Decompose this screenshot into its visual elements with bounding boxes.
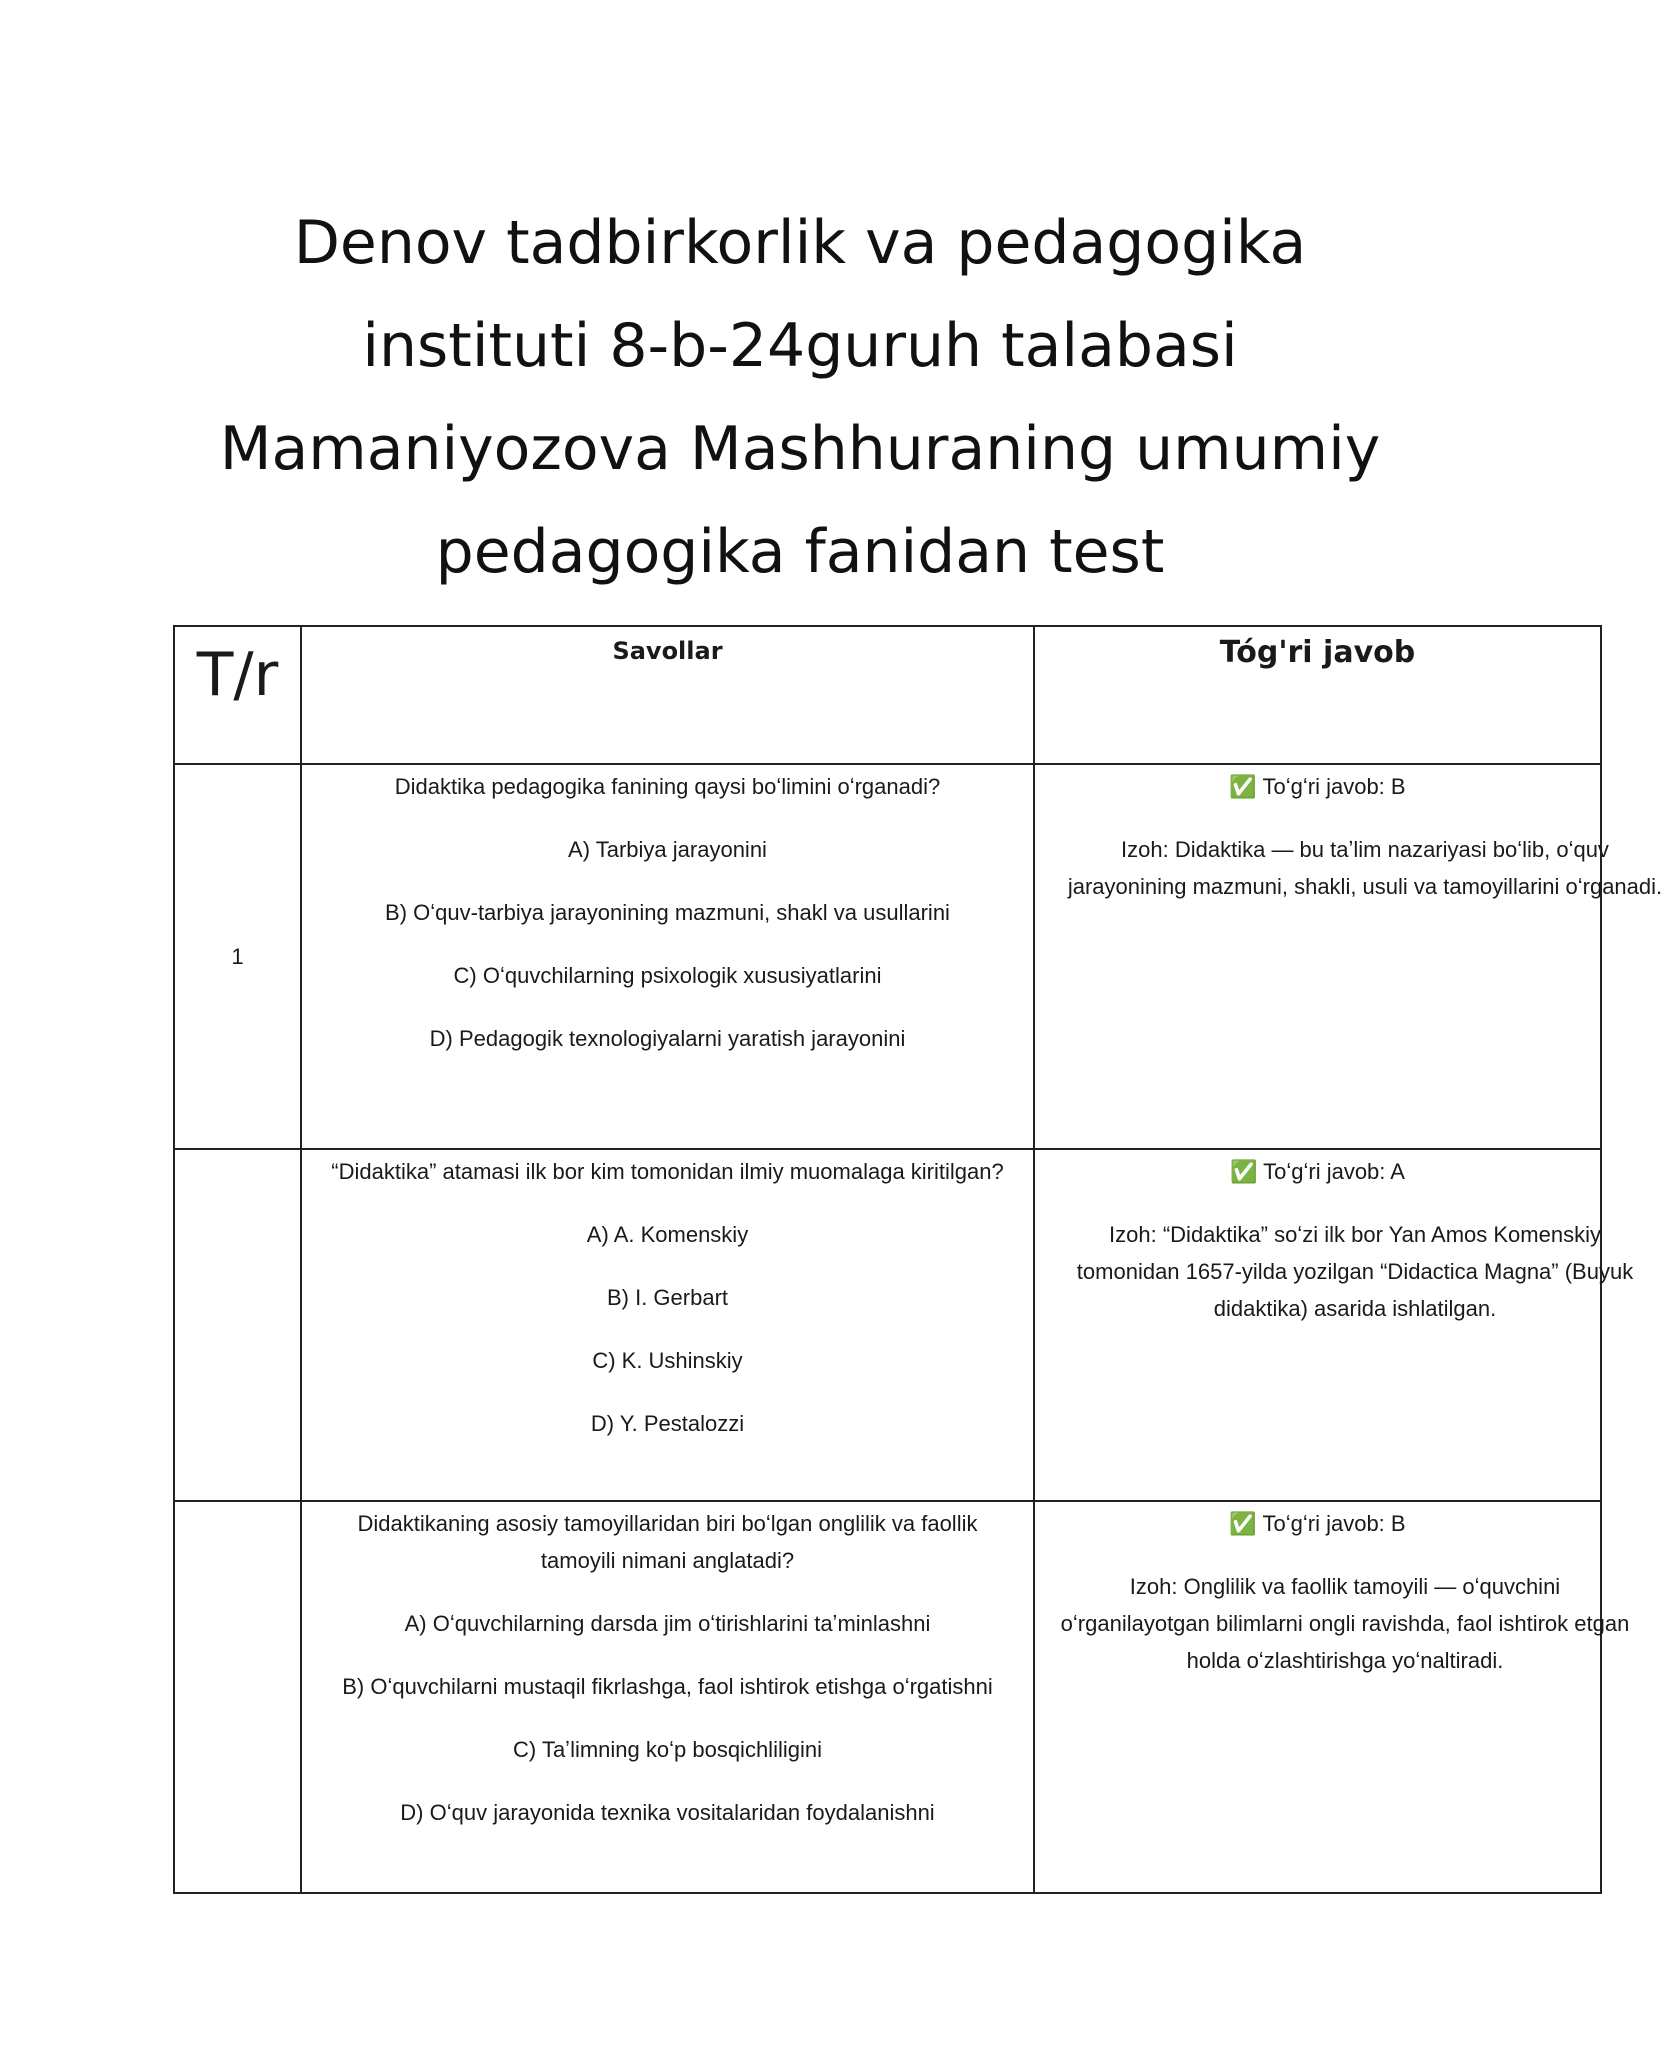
correct-answer-label: ✅ Toʻgʻri javob: A: [1230, 1159, 1405, 1184]
header-number: T/r: [174, 626, 301, 764]
option-c: C) Taʼlimning koʻp bosqichliligini: [513, 1737, 822, 1762]
question-cell: [301, 1149, 1034, 1501]
table-row: [174, 1149, 1601, 1501]
correct-answer-label: ✅ Toʻgʻri javob: B: [1229, 774, 1406, 799]
row-number: [174, 1149, 301, 1501]
option-a: A) A. Komenskiy: [586, 1222, 749, 1247]
title-line-4: pedagogika fanidan test: [435, 517, 1165, 587]
option-b: B) Oʻquvchilarni mustaqil fikrlashga, faol ishtirok etishga oʻrgatishni: [342, 1674, 993, 1699]
option-c: C) Oʻquvchilarning psixologik xususiyatlarini: [453, 963, 882, 988]
table-row: [174, 1501, 1601, 1893]
option-b: B) Oʻquv-tarbiya jarayonining mazmuni, shakl va usullarini: [385, 900, 950, 925]
document-title: [150, 192, 1450, 604]
option-d: D) Oʻquv jarayonida texnika vositalaridan foydalanishni: [400, 1800, 935, 1825]
option-a: A) Tarbiya jarayonini: [568, 837, 767, 862]
table-header-row: [174, 626, 1601, 764]
option-d: D) Y. Pestalozzi: [590, 1411, 745, 1436]
answer-explanation-text: Izoh: Didaktika — bu taʼlim nazariyasi boʻlib, oʻquv jarayonining mazmuni, shakli, usuli va tamoyillarini oʻrganadi.: [1067, 837, 1663, 899]
question-cell: [301, 1501, 1034, 1893]
question-cell: [301, 764, 1034, 1149]
answer-cell: [1034, 1149, 1634, 1501]
row-number: 1: [174, 764, 301, 1149]
question-text: “Didaktika” atamasi ilk bor kim tomonidan ilmiy muomalaga kiritilgan?: [331, 1159, 1004, 1184]
header-questions: Savollar: [301, 626, 1034, 764]
option-d: D) Pedagogik texnologiyalarni yaratish jarayonini: [429, 1026, 906, 1051]
header-answer: Tóg'ri javob: [1034, 626, 1601, 764]
answer-explanation-text: Izoh: Onglilik va faollik tamoyili — oʻquvchini oʻrganilayotgan bilimlarni ongli ravishda, faol ishtirok etgan holda oʻzlashtirishga yoʻnaltiradi.: [1060, 1574, 1630, 1673]
answer-explanation-text: Izoh: “Didaktika” soʻzi ilk bor Yan Amos Komenskiy tomonidan 1657-yilda yozilgan “Didactica Magna” (Buyuk didaktika) asarida ishlatilgan.: [1076, 1222, 1634, 1321]
answer-explanation: [1035, 1568, 1635, 1679]
option-c: C) K. Ushinskiy: [592, 1348, 743, 1373]
test-table: [173, 625, 1663, 1894]
row-number: [174, 1501, 301, 1893]
title-line-1: Denov tadbirkorlik va pedagogika: [293, 208, 1307, 278]
table-row: [174, 764, 1601, 1149]
answer-explanation: [1035, 1216, 1655, 1327]
answer-cell: [1034, 1501, 1630, 1893]
answer-cell: [1034, 764, 1663, 1149]
question-text: Didaktika pedagogika fanining qaysi boʻlimini oʻrganadi?: [394, 774, 941, 799]
answer-explanation: [1035, 831, 1665, 905]
question-text: Didaktikaning asosiy tamoyillaridan biri boʻlgan onglilik va faollik tamoyili nimani anglatadi?: [357, 1511, 978, 1573]
correct-answer-label: ✅ Toʻgʻri javob: B: [1229, 1511, 1406, 1536]
option-a: A) Oʻquvchilarning darsda jim oʻtirishlarini taʼminlashni: [404, 1611, 931, 1636]
option-b: B) I. Gerbart: [606, 1285, 729, 1310]
title-line-2: instituti 8-b-24guruh talabasi: [362, 311, 1238, 381]
title-line-3: Mamaniyozova Mashhuraning umumiy: [219, 414, 1381, 484]
